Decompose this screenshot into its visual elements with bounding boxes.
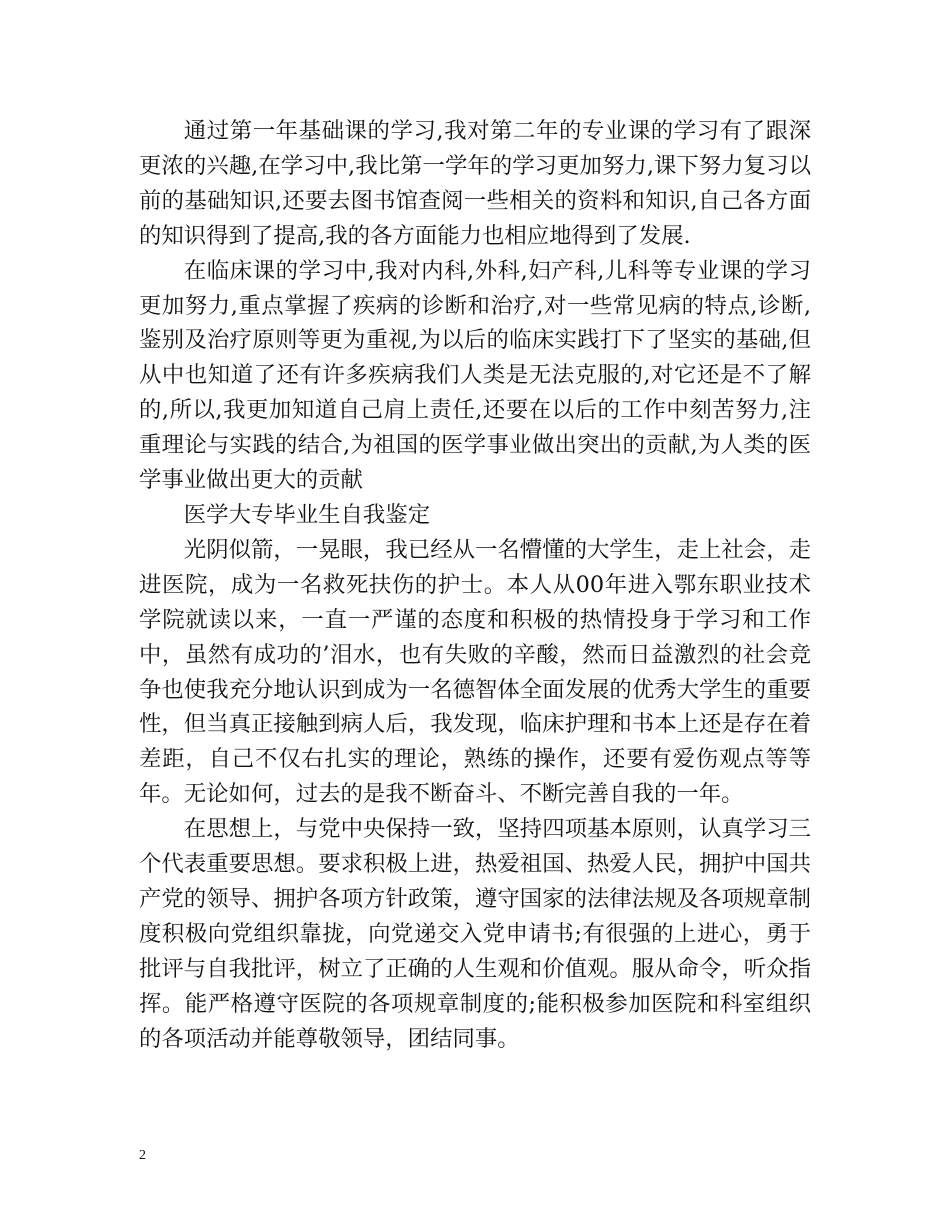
paragraph-self-assessment: 光阴似箭，一晃眼，我已经从一名懵懂的大学生，走上社会，走进医院，成为一名救死扶伤的护士。本人从00年进入鄂东职业技术学院就读以来，一直一严谨的态度和积极的热情投身于学习和工作中，虽然有成功的’泪水，也有失败的辛酸，然而日益激烈的社会竞争也使我充分地认识到成为一名德智体全面发展的优秀大学生的重要性，但当真正接触到病人后，我发现，临床护理和书本上还是存在着差距，自己不仅右扎实的理论，熟练的操作，还要有爱伤观点等等年。无论如何，过去的是我不断奋斗、不断完善自我的一年。 [139,536,811,808]
paragraph-clinical-study: 在临床课的学习中,我对内科,外科,妇产科,儿科等专业课的学习更加努力,重点掌握了疾病的诊断和治疗,对一些常见病的特点,诊断,鉴别及治疗原则等更为重视,为以后的临床实践打下了坚实的基础,但从中也知道了还有许多疾病我们人类是无法克服的,对它还是不了解的,所以,我更加知道自己肩上责任,还要在以后的工作中刻苦努力,注重理论与实践的结合,为祖国的医学事业做出突出的贡献,为人类的医学事业做出更大的贡献 [139,257,811,494]
page-number: 2 [139,1148,146,1163]
section-heading: 医学大专毕业生自我鉴定 [183,501,431,528]
paragraph-ideology: 在思想上，与党中央保持一致，坚持四项基本原则，认真学习三个代表重要思想。要求积极上进，热爱祖国、热爱人民，拥护中国共产党的领导、拥护各项方针政策，遵守国家的法律法规及各项规章制度积极向党组织靠拢，向党递交入党申请书;有很强的上进心，勇于批评与自我批评，树立了正确的人生观和价值观。服从命令，听众指挥。能严格遵守医院的各项规章制度的;能积极参加医院和科室组织的各项活动并能尊敬领导，团结同事。 [139,816,811,1052]
paragraph-first-year-study: 通过第一年基础课的学习,我对第二年的专业课的学习有了跟深更浓的兴趣,在学习中,我比第一学年的学习更加努力,课下努力复习以前的基础知识,还要去图书馆查阅一些相关的资料和知识,自己各方面的知识得到了提高,我的各方面能力也相应地得到了发展. [139,118,811,249]
document-body [139,114,811,1056]
